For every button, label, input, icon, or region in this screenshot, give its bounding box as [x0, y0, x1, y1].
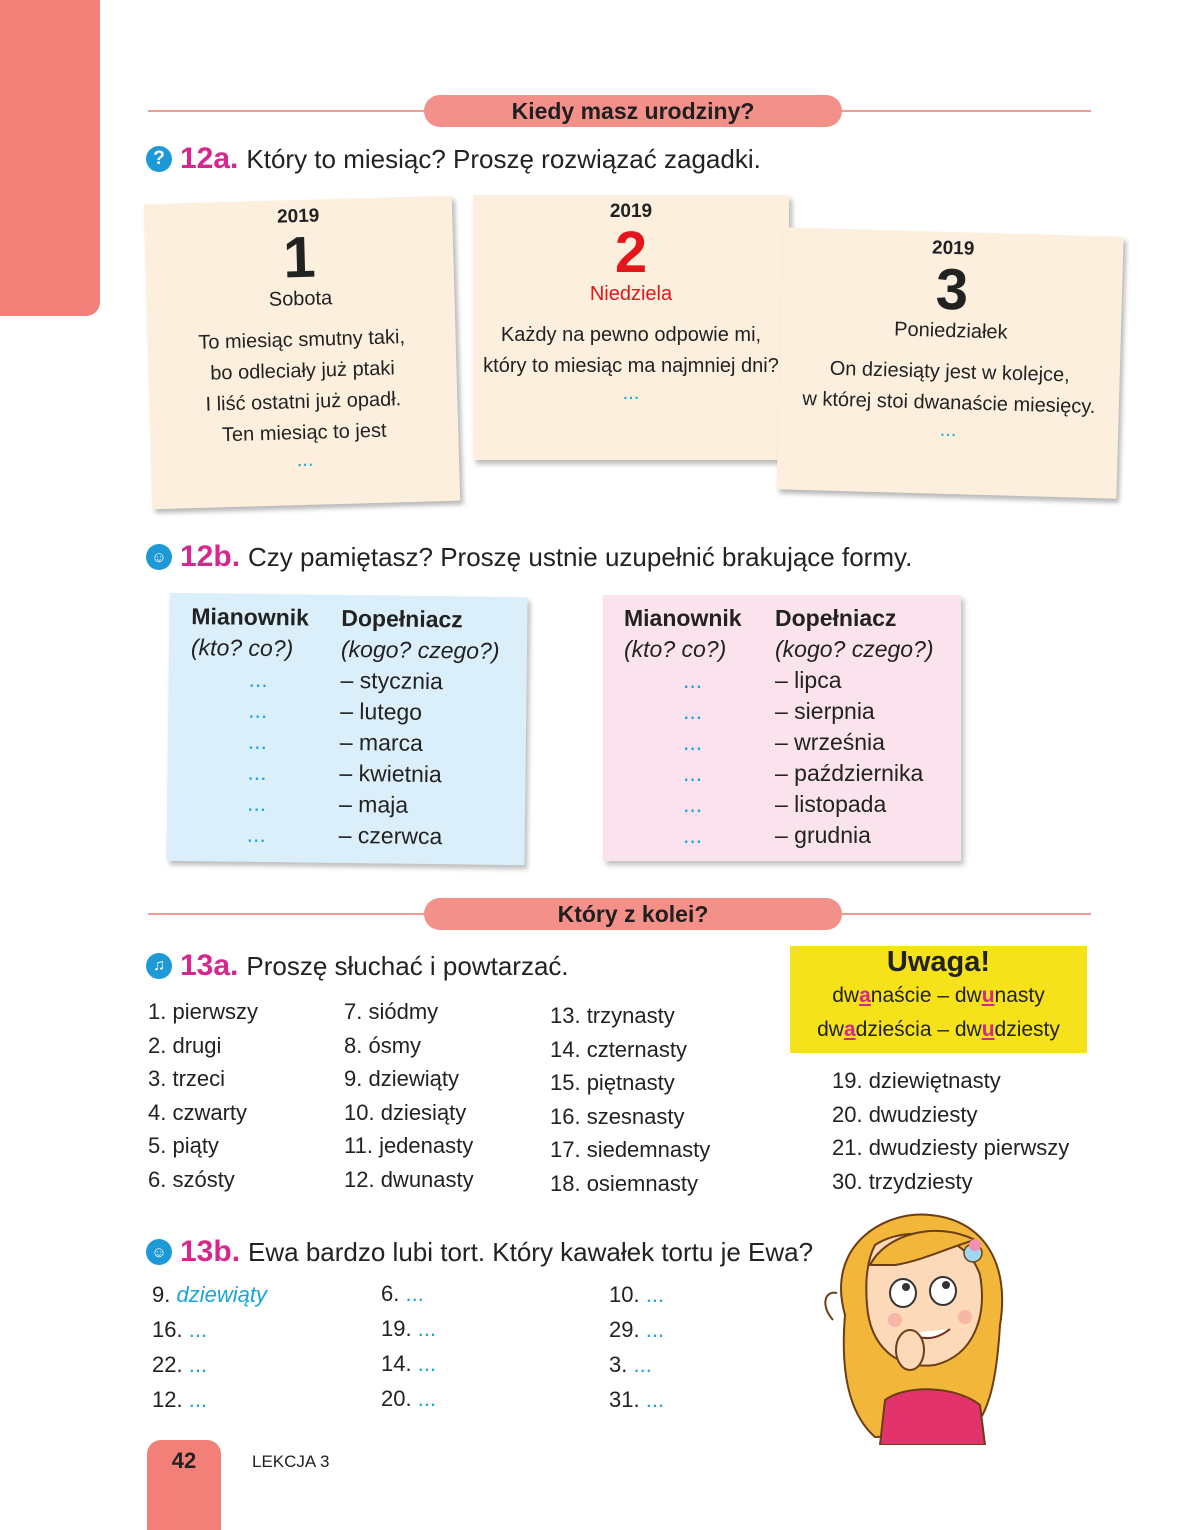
- card-year: 2019: [276, 205, 320, 228]
- ordinal-item: 15. piętnasty: [550, 1070, 675, 1095]
- highlighted-letter: u: [981, 1018, 995, 1041]
- answer-blank: ...: [188, 1352, 208, 1377]
- exercise-instruction: Który to miesiąc? Proszę rozwiązać zagadki.: [246, 143, 761, 174]
- ordinal-list-4: [832, 1064, 1069, 1198]
- ordinal-item: 6. szósty: [148, 1166, 235, 1192]
- answer-blank: ...: [683, 791, 703, 817]
- item-number: 9.: [152, 1282, 171, 1307]
- genitive-form: – lutego: [340, 697, 423, 725]
- ordinal-item: 4. czwarty: [148, 1099, 248, 1125]
- highlighted-letter: u: [981, 984, 995, 1007]
- ordinal-item: 7. siódmy: [344, 999, 439, 1024]
- answer-blank: ...: [683, 698, 703, 724]
- answer-blank: ...: [188, 1387, 208, 1412]
- text-part: nasty: [994, 984, 1045, 1007]
- answer-item: [152, 1277, 267, 1312]
- answer-blank: ...: [417, 1351, 437, 1376]
- text-part: dzieścia – dw: [855, 1018, 982, 1041]
- text-part: dw: [817, 1018, 844, 1041]
- answer-item: [609, 1347, 664, 1382]
- calendar-card-1: [144, 196, 460, 509]
- exercise-number: 13b.: [180, 1235, 241, 1268]
- ordinal-item: 8. ósmy: [344, 1032, 422, 1058]
- answer-blank: ...: [645, 1317, 665, 1342]
- ordinal-item: 21. dwudziesty pierwszy: [832, 1135, 1070, 1160]
- answer-list-2: [381, 1276, 436, 1416]
- answer-blank: ...: [683, 822, 703, 848]
- ordinal-item: 16. szesnasty: [550, 1103, 685, 1129]
- ordinal-item: 1. pierwszy: [148, 999, 259, 1024]
- note-line: [790, 979, 1087, 1013]
- side-tab: [0, 0, 100, 316]
- exercise-12a-heading: [146, 142, 761, 176]
- answer-item: [609, 1277, 664, 1312]
- genitive-form: – maja: [338, 790, 409, 818]
- ordinal-item: 18. osiemnasty: [550, 1170, 698, 1196]
- answer-item: [152, 1312, 267, 1347]
- answer-item: [381, 1311, 436, 1346]
- exercise-instruction: Ewa bardzo lubi tort. Który kawałek tortu je Ewa?: [248, 1236, 814, 1267]
- answer-blank: ...: [939, 418, 957, 442]
- ordinal-item: 11. jedenasty: [344, 1133, 474, 1158]
- item-number: 10.: [609, 1282, 640, 1307]
- ordinal-item: 12. dwunasty: [344, 1166, 474, 1192]
- ordinal-item: 13. trzynasty: [550, 1003, 675, 1028]
- exercise-12b-heading: [146, 540, 912, 574]
- answer-blank: ...: [247, 758, 267, 786]
- ordinal-item: 9. dziewiąty: [344, 1066, 459, 1091]
- section-title: Który z kolei?: [424, 898, 842, 930]
- exercise-instruction: Proszę słuchać i powtarzać.: [246, 950, 569, 981]
- column-header: Dopełniacz: [775, 605, 897, 631]
- answer-blank: ...: [645, 1387, 665, 1412]
- riddle-line: To miesiąc smutny taki,: [198, 326, 406, 354]
- genitive-form: – lipca: [775, 667, 842, 693]
- ordinal-item: 20. dwudziesty: [832, 1101, 978, 1127]
- declension-table-blue: [166, 593, 527, 865]
- ordinal-item: 10. dziesiąty: [344, 1099, 467, 1125]
- item-number: 6.: [381, 1281, 400, 1306]
- answer-list-1: [152, 1277, 267, 1417]
- text-part: dw: [832, 984, 860, 1007]
- answer-item: [609, 1312, 664, 1347]
- calendar-card-3: [776, 227, 1123, 498]
- card-day-number: 2: [614, 220, 648, 285]
- section-title: Kiedy masz urodziny?: [424, 95, 842, 127]
- note-title: Uwaga!: [886, 946, 991, 978]
- item-number: 22.: [152, 1352, 183, 1377]
- riddle-line: który to miesiąc ma najmniej dni?: [483, 355, 779, 377]
- highlighted-letter: a: [859, 984, 871, 1007]
- item-number: 20.: [381, 1386, 412, 1411]
- exercise-number: 12a.: [180, 142, 239, 175]
- answer-blank: ...: [246, 820, 267, 848]
- riddle-line: I liść ostatni już opadł.: [205, 388, 402, 416]
- note-line: [790, 1013, 1087, 1047]
- answer-blank: ...: [683, 760, 703, 786]
- page-number: 42: [147, 1440, 221, 1530]
- text-part: dziesty: [994, 1018, 1060, 1041]
- answer-blank: ...: [188, 1317, 208, 1342]
- riddle-line: On dziesiąty jest w kolejce,: [829, 357, 1071, 387]
- riddle-line: w której stoi dwanaście miesięcy.: [802, 387, 1096, 419]
- answer-blank: ...: [645, 1282, 665, 1307]
- text-part: naście – dw: [870, 984, 982, 1007]
- card-weekday: Poniedziałek: [893, 318, 1008, 344]
- ordinal-list-1: [148, 995, 258, 1196]
- exercise-number: 13a.: [180, 949, 239, 982]
- genitive-form: – czerwca: [338, 821, 443, 850]
- calendar-card-2: [473, 195, 789, 460]
- ordinal-list-3: [550, 999, 710, 1200]
- genitive-form: – października: [775, 760, 924, 786]
- genitive-form: – kwietnia: [339, 759, 442, 788]
- answer-item: [381, 1346, 436, 1381]
- column-header: Mianownik: [191, 603, 310, 631]
- question-icon: ?: [146, 146, 172, 172]
- note-box: [790, 946, 1087, 1053]
- answer-item: [381, 1276, 436, 1311]
- answer-blank: ...: [296, 448, 314, 472]
- column-question: (kogo? czego?): [340, 635, 500, 664]
- column-header: Mianownik: [624, 605, 742, 631]
- item-number: 31.: [609, 1387, 640, 1412]
- ordinal-item: 19. dziewiętnasty: [832, 1068, 1001, 1093]
- answer-blank: ...: [247, 727, 268, 755]
- genitive-form: – listopada: [775, 791, 887, 817]
- item-number: 29.: [609, 1317, 640, 1342]
- card-day-number: 1: [282, 224, 317, 291]
- riddle-line: Ten miesiąc to jest: [221, 419, 387, 447]
- speaking-head-icon: ☺: [146, 544, 172, 570]
- card-day-number: 3: [935, 256, 970, 323]
- answer-item: [152, 1347, 267, 1382]
- answer-item: [152, 1382, 267, 1417]
- item-number: 12.: [152, 1387, 183, 1412]
- exercise-13b-heading: [146, 1235, 813, 1269]
- genitive-form: – grudnia: [775, 822, 871, 848]
- ordinal-item: 14. czternasty: [550, 1036, 687, 1062]
- answer-blank: ...: [633, 1352, 652, 1377]
- exercise-13a-heading: [146, 949, 569, 983]
- ordinal-item: 2. drugi: [148, 1032, 222, 1058]
- declension-table-pink: [603, 595, 961, 861]
- answer-blank: ...: [683, 729, 703, 755]
- headphones-icon: ♫: [146, 953, 172, 979]
- answer-blank: ...: [417, 1316, 437, 1341]
- column-question: (kto? co?): [624, 636, 727, 662]
- genitive-form: – września: [775, 729, 885, 755]
- answer-blank: ...: [405, 1281, 424, 1306]
- riddle-line: bo odleciały już ptaki: [209, 357, 396, 385]
- column-question: (kto? co?): [190, 634, 294, 662]
- column-question: (kogo? czego?): [775, 636, 934, 662]
- item-number: 14.: [381, 1351, 412, 1376]
- ordinal-item: 17. siedemnasty: [550, 1137, 711, 1162]
- speaking-head-icon: ☺: [146, 1239, 172, 1265]
- answer-blank: ...: [246, 789, 267, 817]
- answer-list-3: [609, 1277, 664, 1417]
- highlighted-letter: a: [843, 1018, 856, 1041]
- item-number: 3.: [609, 1352, 628, 1377]
- ordinal-list-2: [344, 995, 474, 1196]
- lesson-label: LEKCJA 3: [252, 1452, 330, 1471]
- genitive-form: – stycznia: [340, 666, 444, 695]
- card-weekday: Niedziela: [589, 283, 673, 305]
- card-year: 2019: [931, 237, 975, 260]
- exercise-instruction: Czy pamiętasz? Proszę ustnie uzupełnić brakujące formy.: [248, 541, 913, 572]
- item-number: 19.: [381, 1316, 412, 1341]
- column-header: Dopełniacz: [341, 604, 463, 633]
- genitive-form: – sierpnia: [775, 698, 875, 724]
- genitive-form: – marca: [339, 728, 424, 756]
- item-number: 16.: [152, 1317, 183, 1342]
- answer-blank: ...: [683, 667, 703, 693]
- ordinal-item: 5. piąty: [148, 1133, 219, 1158]
- card-year: 2019: [609, 201, 653, 222]
- card-weekday: Sobota: [268, 287, 333, 311]
- example-answer: dziewiąty: [176, 1282, 267, 1307]
- answer-blank: ...: [248, 665, 268, 693]
- answer-blank: ...: [248, 696, 268, 724]
- answer-blank: ...: [417, 1386, 437, 1411]
- answer-item: [609, 1382, 664, 1417]
- exercise-number: 12b.: [180, 540, 241, 573]
- riddle-line: Każdy na pewno odpowie mi,: [500, 324, 762, 346]
- ordinal-item: 3. trzeci: [148, 1066, 226, 1091]
- ordinal-item: 30. trzydziesty: [832, 1168, 973, 1194]
- answer-item: [381, 1381, 436, 1416]
- answer-blank: ...: [622, 382, 640, 404]
- girl-illustration: [815, 1205, 1015, 1445]
